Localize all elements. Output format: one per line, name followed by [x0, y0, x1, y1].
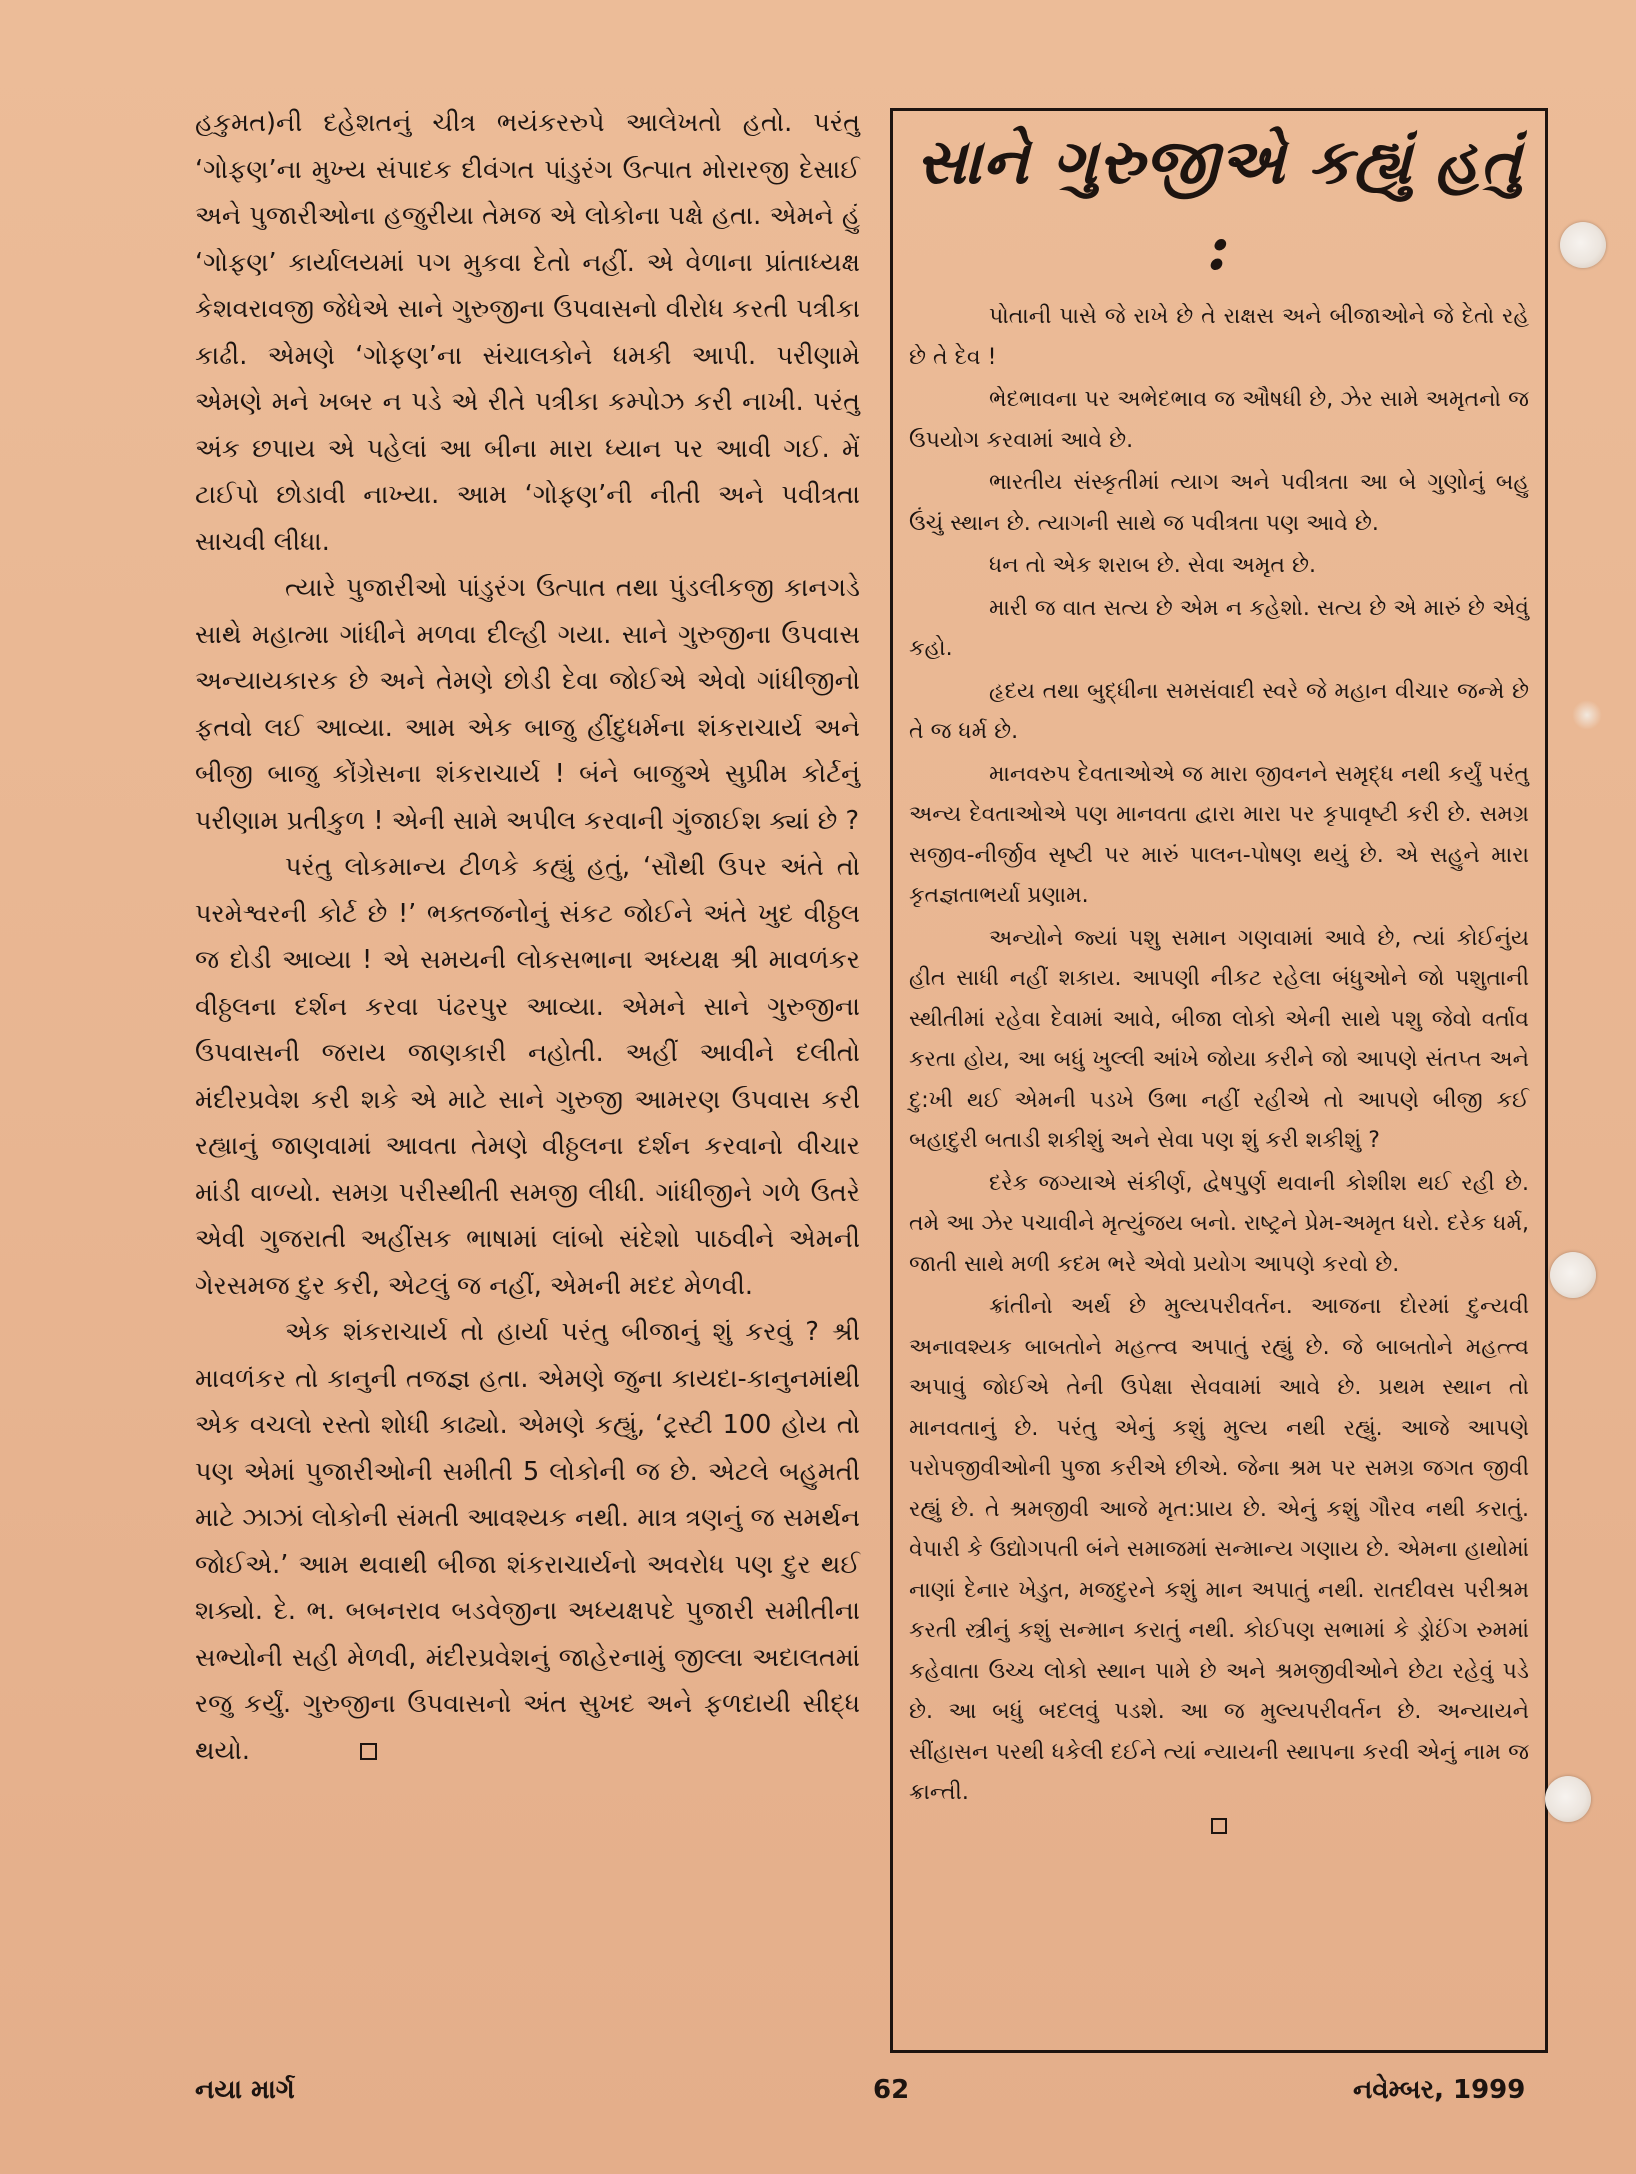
quotes-box-title: સાને ગુરુજીએ કહ્યું હતું :	[915, 125, 1523, 284]
quotes-box	[890, 108, 1548, 2053]
footer-date: નવેમ્બર, 1999	[1353, 2075, 1526, 2105]
article-paragraph-1: હકુમત)ની દહેશતનું ચીત્ર ભયંકરરુપે આલેખતો હતો. પરંતુ ‘ગોફણ’ના મુખ્ય સંપાદક દીવંગત પાંડુરંગ ઉત્પાત મોરારજી દેસાઈ અને પુજારીઓના હજુરીયા તેમજ એ લોકોના પક્ષે હતા. એમને હું ‘ગોફણ’ કાર્યાલયમાં પગ મુકવા દેતો નહીં. એ વેળાના પ્રાંતાધ્યક્ષ કેશવરાવજી જેધેએ સાને ગુરુજીના ઉપવાસનો વીરોધ કરતી પત્રીકા કાઢી. એમણે ‘ગોફણ’ના સંચાલકોને ધમકી આપી. પરીણામે એમણે મને ખબર ન પડે એ રીતે પત્રીકા કમ્પોઝ કરી નાખી. પરંતુ અંક છપાય એ પહેલાં આ બીના મારા ધ્યાન પર આવી ગઈ. મેં ટાઈપો છોડાવી નાખ્યા. આમ ‘ગોફણ’ની નીતી અને પવીત્રતા સાચવી લીધા.	[195, 108, 860, 557]
quote-3: ભારતીય સંસ્કૃતીમાં ત્યાગ અને પવીત્રતા આ બે ગુણોનું બહુ ઉંચું સ્થાન છે. ત્યાગની સાથે જ પવીત્રતા પણ આવે છે.	[909, 470, 1529, 536]
article-paragraph-2: ત્યારે પુજારીઓ પાંડુરંગ ઉત્પાત તથા પુંડલીકજી કાનગડે સાથે મહાત્મા ગાંધીને મળવા દીલ્હી ગયા. સાને ગુરુજીના ઉપવાસ અન્યાયકારક છે અને તેમણે છોડી દેવા જોઈએ એવો ગાંધીજીનો ફતવો લઈ આવ્યા. આમ એક બાજુ હીંદુધર્મના શંકરાચાર્ય અને બીજી બાજુ કોંગ્રેસના શંકરાચાર્ય ! બંને બાજુએ સુપ્રીમ કોર્ટનું પરીણામ પ્રતીકુળ ! એની સામે અપીલ કરવાની ગુંજાઈશ ક્યાં છે ?	[195, 573, 860, 836]
punch-hole	[1560, 222, 1606, 268]
end-of-article-mark	[360, 1743, 377, 1760]
quotes-box-body	[909, 297, 1529, 1834]
quote-1: પોતાની પાસે જે રાખે છે તે રાક્ષસ અને બીજાઓને જે દેતો રહે છે તે દેવ !	[909, 304, 1529, 370]
article-paragraph-4	[195, 1309, 860, 1774]
quote-7: માનવરુપ દેવતાઓએ જ મારા જીવનને સમૃદ્ધ નથી કર્યું પરંતુ અન્ય દેવતાઓએ પણ માનવતા દ્વારા મારા પર કૃપાવૃષ્ટી કરી છે. સમગ્ર સજીવ-નીર્જીવ સૃષ્ટી પર મારું પાલન-પોષણ થયું છે. એ સહુને મારા કૃતજ્ઞતાભર્યા પ્રણામ.	[909, 761, 1529, 908]
article-paragraph-3: પરંતુ લોકમાન્ય ટીળકે કહ્યું હતું, ‘સૌથી ઉપર અંતે તો પરમેશ્વરની કોર્ટ છે !’ ભક્તજનોનું સંકટ જોઈને અંતે ખુદ વીઠ્ઠલ જ દોડી આવ્યા ! એ સમયની લોકસભાના અધ્યક્ષ શ્રી માવળંકર વીઠ્ઠલના દર્શન કરવા પંઢરપુર આવ્યા. એમને સાને ગુરુજીના ઉપવાસની જરાય જાણકારી નહોતી. અહીં આવીને દલીતો મંદીરપ્રવેશ કરી શકે એ માટે સાને ગુરુજી આમરણ ઉપવાસ કરી રહ્યાનું જાણવામાં આવતા તેમણે વીઠ્ઠલના દર્શન કરવાનો વીચાર માંડી વાળ્યો. સમગ્ર પરીસ્થીતી સમજી લીધી. ગાંધીજીને ગળે ઉતરે એવી ગુજરાતી અહીંસક ભાષામાં લાંબો સંદેશો પાઠવીને એમની ગેરસમજ દુર કરી, એટલું જ નહીં, એમની મદદ મેળવી.	[195, 852, 860, 1301]
quote-9: દરેક જગ્યાએ સંકીર્ણ, દ્વેષપુર્ણ થવાની કોશીશ થઈ રહી છે. તમે આ ઝેર પચાવીને મૃત્યુંજય બનો. રાષ્ટ્રને પ્રેમ-અમૃત ધરો. દરેક ધર્મ, જાતી સાથે મળી કદમ ભરે એવો પ્રયોગ આપણે કરવો છે.	[909, 1170, 1529, 1277]
quote-5: મારી જ વાત સત્ય છે એમ ન કહેશો. સત્ય છે એ મારું છે એવું કહો.	[909, 595, 1529, 661]
paper-crease	[1572, 700, 1602, 730]
punch-hole	[1550, 1252, 1596, 1298]
footer-page-number: 62	[873, 2075, 910, 2105]
footer-magazine-name: નયા માર્ગ	[195, 2075, 295, 2105]
article-column	[195, 100, 860, 2060]
quote-4: ધન તો એક શરાબ છે. સેવા અમૃત છે.	[989, 553, 1317, 578]
quote-2: ભેદભાવના પર અભેદભાવ જ ઔષધી છે, ઝેર સામે અમૃતનો જ ઉપયોગ કરવામાં આવે છે.	[909, 387, 1529, 453]
quote-8: અન્યોને જ્યાં પશુ સમાન ગણવામાં આવે છે, ત્યાં કોઈનુંય હીત સાધી નહીં શકાય. આપણી નીકટ રહેલા બંધુઓને જો પશુતાની સ્થીતીમાં રહેવા દેવામાં આવે, બીજા લોકો એની સાથે પશુ જેવો વર્તાવ કરતા હોય, આ બધું ખુલ્લી આંખે જોયા કરીને જો આપણે સંતપ્ત અને દુ:ખી થઈ એમની પડખે ઉભા નહીં રહીએ તો આપણે બીજી કઈ બહાદુરી બતાડી શકીશું અને સેવા પણ શું કરી શકીશું ?	[909, 925, 1529, 1153]
quote-10: ક્રાંતીનો અર્થ છે મુલ્યપરીવર્તન. આજના દોરમાં દુન્યવી અનાવશ્યક બાબતોને મહત્ત્વ અપાતું રહ્યું છે. જે બાબતોને મહત્ત્વ અપાવું જોઈએ તેની ઉપેક્ષા સેવવામાં આવે છે. પ્રથમ સ્થાન તો માનવતાનું છે. પરંતુ એનું કશું મુલ્ય નથી રહ્યું. આજે આપણે પરોપજીવીઓની પુજા કરીએ છીએ. જેના શ્રમ પર સમગ્ર જગત જીવી રહ્યું છે. તે શ્રમજીવી આજે મૃત:પ્રાય છે. એનું કશું ગૌરવ નથી કરાતું. વેપારી કે ઉદ્યોગપતી બંને સમાજમાં સન્માન્ય ગણાય છે. એમના હાથોમાં નાણાં દેનાર ખેડુત, મજદુરને કશું માન અપાતું નથી. રાતદીવસ પરીશ્રમ કરતી સ્ત્રીનું કશું સન્માન કરાતું નથી. કોઈપણ સભામાં કે ડ્રોઈંગ રુમમાં કહેવાતા ઉચ્ચ લોકો સ્થાન પામે છે અને શ્રમજીવીઓને છેટા રહેવું પડે છે. આ બધું બદલવું પડશે. આ જ મુલ્યપરીવર્તન છે. અન્યાયને સીંહાસન પરથી ધકેલી દઈને ત્યાં ન્યાયની સ્થાપના કરવી એનું નામ જ ક્રાન્તી.	[909, 1294, 1529, 1805]
article-paragraph-4-text: એક શંકરાચાર્ય તો હાર્યા પરંતુ બીજાનું શું કરવું ? શ્રી માવળંકર તો કાનુની તજજ્ઞ હતા. એમણે જુના કાયદા-કાનુનમાંથી એક વચલો રસ્તો શોધી કાઢ્યો. એમણે કહ્યું, ‘ટ્રસ્ટી 100 હોય તો પણ એમાં પુજારીઓની સમીતી 5 લોકોની જ છે. એટલે બહુમતી માટે ઝાઝાં લોકોની સંમતી આવશ્યક નથી. માત્ર ત્રણનું જ સમર્થન જોઈએ.’ આમ થવાથી બીજા શંકરાચાર્યનો અવરોધ પણ દુર થઈ શક્યો. દે. ભ. બબનરાવ બડવેજીના અધ્યક્ષપદે પુજારી સમીતીના સભ્યોની સહી મેળવી, મંદીરપ્રવેશનું જાહેરનામું જીલ્લા અદાલતમાં રજુ કર્યું. ગુરુજીના ઉપવાસનો અંત સુખદ અને ફળદાયી સીદ્ધ થયો.	[195, 1317, 860, 1766]
quote-6: હૃદય તથા બુદ્ધીના સમસંવાદી સ્વરે જે મહાન વીચાર જન્મે છે તે જ ધર્મ છે.	[909, 678, 1529, 744]
end-of-box-mark	[1211, 1818, 1227, 1834]
punch-hole	[1545, 1776, 1591, 1822]
